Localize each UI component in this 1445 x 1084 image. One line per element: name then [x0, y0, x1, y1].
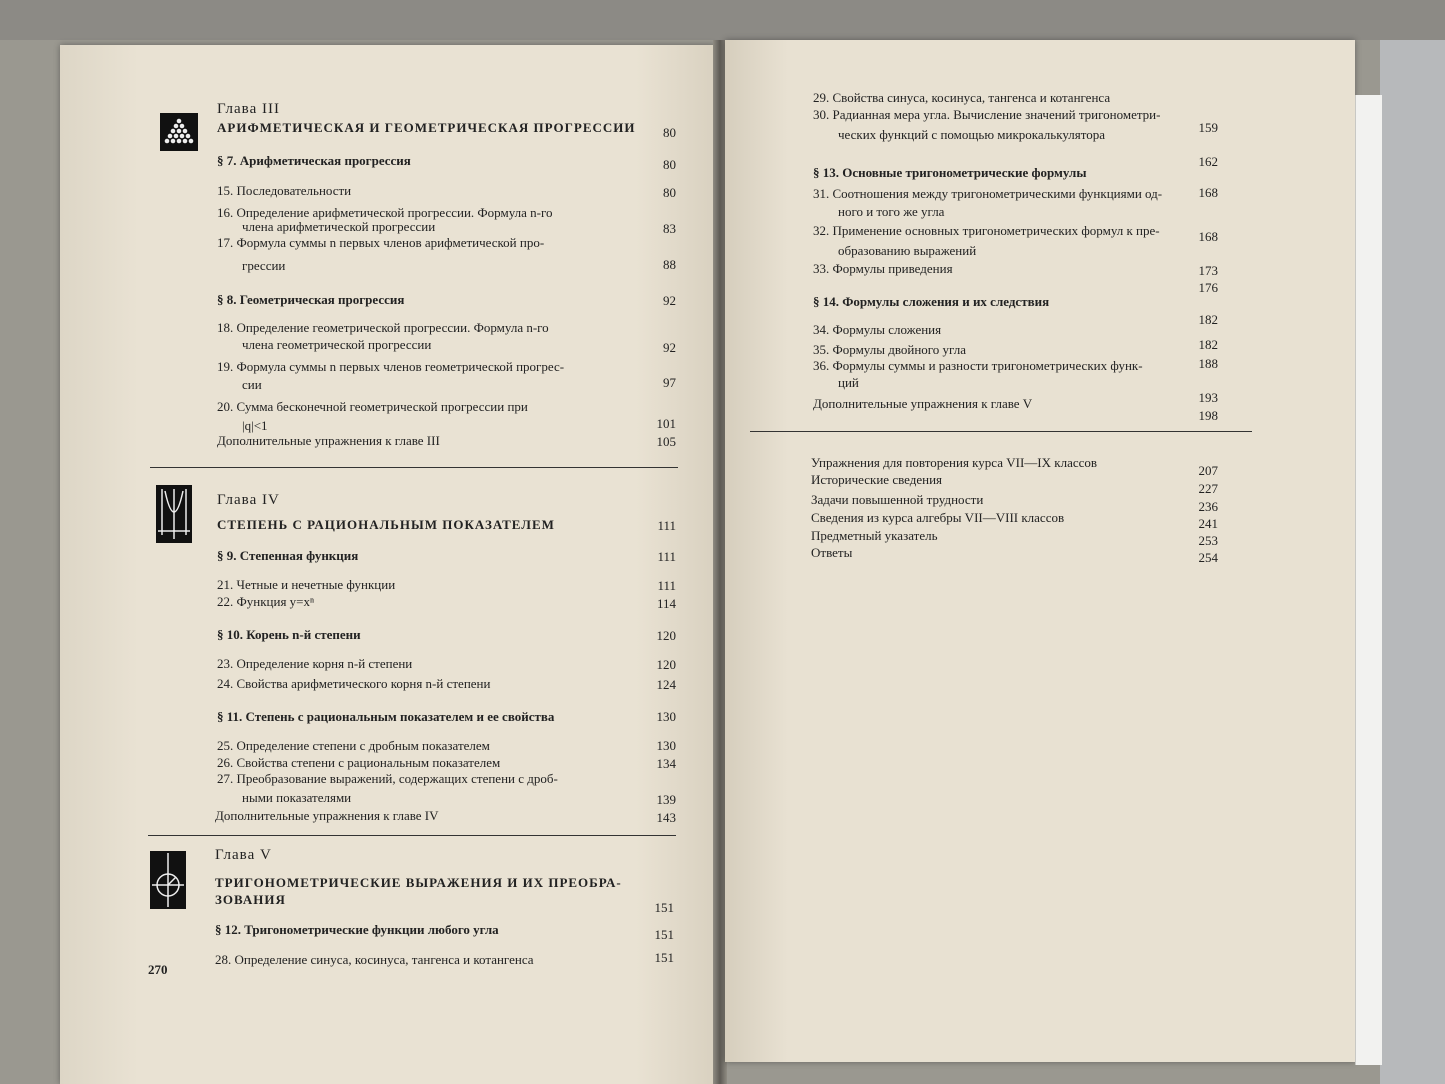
- s10-page: 120: [656, 628, 676, 643]
- back-item-5: Предметный указатель: [811, 528, 938, 543]
- chapter4-extra-page: 143: [656, 810, 676, 825]
- entry-23: 23. Определение корня n-й степени: [217, 656, 413, 671]
- chapter5-extra: Дополнительные упражнения к главе V: [813, 396, 1033, 411]
- entry-21-page: 111: [657, 578, 676, 593]
- s9-title: § 9. Степенная функция: [217, 548, 359, 563]
- s11-title: § 11. Степень с рациональным показателем и ее свойства: [217, 709, 555, 724]
- entry-22-page: 114: [656, 596, 676, 611]
- s11-page: 130: [656, 709, 676, 724]
- unit-circle-icon: [150, 851, 186, 909]
- chapter4-page: 111: [657, 518, 676, 533]
- chapter5-extra-page: 198: [1198, 408, 1218, 423]
- back-item-3-page: 236: [1198, 499, 1218, 514]
- s9-page: 111: [657, 549, 676, 564]
- back-item-6: Ответы: [811, 545, 853, 560]
- entry-16-page: 83: [663, 221, 676, 236]
- entry-17b: грессии: [242, 258, 286, 273]
- entry-26: 26. Свойства степени с рациональным показателем: [217, 755, 501, 770]
- s12-title: § 12. Тригонометрические функции любого угла: [215, 922, 499, 937]
- entry-22: 22. Функция y=xⁿ: [217, 594, 315, 609]
- chapter3-page: 80: [663, 125, 676, 140]
- entry-30-page: 162: [1198, 154, 1218, 169]
- entry-21: 21. Четные и нечетные функции: [217, 577, 396, 592]
- s7-title: § 7. Арифметическая прогрессия: [217, 153, 411, 168]
- back-item-3: Задачи повышенной трудности: [811, 492, 984, 507]
- chapter5-title-b: ЗОВАНИЯ: [215, 892, 286, 907]
- chapter5-title-a: ТРИГОНОМЕТРИЧЕСКИЕ ВЫРАЖЕНИЯ И ИХ ПРЕОБРА-: [215, 875, 622, 890]
- entry-20-page: 101: [656, 416, 676, 431]
- page-stack-edge: [1355, 95, 1382, 1065]
- right-page: [725, 40, 1355, 1062]
- entry-24-page: 124: [656, 677, 676, 692]
- entry-29: 29. Свойства синуса, косинуса, тангенса и котангенса: [813, 90, 1111, 105]
- entry-20b: |q|<1: [242, 418, 268, 433]
- entry-33-page: 176: [1198, 280, 1218, 295]
- left-page: [60, 45, 715, 1084]
- entry-30b: ческих функций с помощью микрокалькулятора: [838, 127, 1106, 142]
- entry-30a: 30. Радианная мера угла. Вычисление значений тригонометри-: [813, 107, 1161, 122]
- back-item-2: Исторические сведения: [811, 472, 943, 487]
- s14-page: 182: [1198, 312, 1218, 327]
- entry-25-page: 130: [656, 738, 676, 753]
- entry-25: 25. Определение степени с дробным показателем: [217, 738, 490, 753]
- back-item-1: Упражнения для повторения курса VII—IX классов: [811, 455, 1098, 470]
- entry-34: 34. Формулы сложения: [813, 322, 942, 337]
- entry-27b: ными показателями: [242, 790, 352, 805]
- entry-34-page: 182: [1198, 337, 1218, 352]
- entry-18-page: 92: [663, 340, 676, 355]
- entry-28: 28. Определение синуса, косинуса, тангенса и котангенса: [215, 952, 534, 967]
- background-top: [0, 0, 1445, 40]
- entry-27-page: 139: [656, 792, 676, 807]
- entry-32a: 32. Применение основных тригонометрических формул к пре-: [813, 223, 1160, 238]
- back-item-6-page: 254: [1198, 550, 1218, 565]
- entry-27a: 27. Преобразование выражений, содержащих степени с дроб-: [217, 771, 558, 786]
- entry-16a: 16. Определение арифметической прогрессии. Формула n-го: [217, 205, 553, 220]
- page-number: 270: [148, 962, 168, 977]
- back-item-2-page: 227: [1198, 481, 1218, 496]
- entry-31-page: 168: [1198, 229, 1218, 244]
- entry-18b: члена геометрической прогрессии: [242, 337, 432, 352]
- divider-1: [150, 467, 678, 468]
- divider-2: [148, 835, 676, 836]
- s13-title: § 13. Основные тригонометрические формулы: [813, 165, 1087, 180]
- entry-35-page: 188: [1198, 356, 1218, 371]
- entry-19b: сии: [242, 377, 262, 392]
- entry-36b: ций: [838, 375, 859, 390]
- chapter5-page: 151: [654, 900, 674, 915]
- entry-15-page: 80: [663, 185, 676, 200]
- chapter4-title: СТЕПЕНЬ С РАЦИОНАЛЬНЫМ ПОКАЗАТЕЛЕМ: [217, 517, 555, 532]
- s14-title: § 14. Формулы сложения и их следствия: [813, 294, 1050, 309]
- entry-17-page: 88: [663, 257, 676, 272]
- entry-31b: ного и того же угла: [838, 204, 945, 219]
- entry-32b: образованию выражений: [838, 243, 977, 258]
- entry-36a: 36. Формулы суммы и разности тригонометрических функ-: [813, 358, 1143, 373]
- divider-3: [750, 431, 1252, 432]
- entry-32-page: 173: [1198, 263, 1218, 278]
- entry-15: 15. Последовательности: [217, 183, 352, 198]
- entry-19a: 19. Формула суммы n первых членов геометрической прогрес-: [217, 359, 565, 374]
- s7-page: 80: [663, 157, 676, 172]
- entry-20a: 20. Сумма бесконечной геометрической прогрессии при: [217, 399, 528, 414]
- entry-36-page: 193: [1198, 390, 1218, 405]
- entry-24: 24. Свойства арифметического корня n-й степени: [217, 676, 491, 691]
- pyramid-balls-icon: [160, 113, 198, 151]
- s13-page: 168: [1198, 185, 1218, 200]
- chapter5-label: Глава V: [215, 847, 272, 863]
- entry-17a: 17. Формула суммы n первых членов арифметической про-: [217, 235, 545, 250]
- s12-page: 151: [654, 927, 674, 942]
- chapter3-extra-page: 105: [656, 434, 676, 449]
- back-item-1-page: 207: [1198, 463, 1218, 478]
- chapter3-title: АРИФМЕТИЧЕСКАЯ И ГЕОМЕТРИЧЕСКАЯ ПРОГРЕССИИ: [217, 120, 636, 135]
- s8-page: 92: [663, 293, 676, 308]
- background-right: [1380, 40, 1445, 1084]
- chapter4-extra: Дополнительные упражнения к главе IV: [215, 808, 439, 823]
- entry-28-page: 151: [654, 950, 674, 965]
- entry-33: 33. Формулы приведения: [813, 261, 953, 276]
- back-item-4-page: 241: [1198, 516, 1218, 531]
- entry-31a: 31. Соотношения между тригонометрическими функциями од-: [813, 186, 1163, 201]
- entry-35: 35. Формулы двойного угла: [813, 342, 966, 357]
- entry-18a: 18. Определение геометрической прогрессии. Формула n-го: [217, 320, 549, 335]
- back-item-5-page: 253: [1198, 533, 1218, 548]
- chapter3-label: Глава III: [217, 101, 280, 117]
- chapter3-extra: Дополнительные упражнения к главе III: [217, 433, 440, 448]
- entry-23-page: 120: [656, 657, 676, 672]
- entry-16b: члена арифметической прогрессии: [242, 219, 436, 234]
- s10-title: § 10. Корень n-й степени: [217, 627, 361, 642]
- entry-19-page: 97: [663, 375, 676, 390]
- entry-29-page: 159: [1198, 120, 1218, 135]
- entry-26-page: 134: [656, 756, 676, 771]
- s8-title: § 8. Геометрическая прогрессия: [217, 292, 405, 307]
- back-item-4: Сведения из курса алгебры VII—VIII классов: [811, 510, 1065, 525]
- chapter4-label: Глава IV: [217, 492, 280, 508]
- function-graph-icon: [156, 485, 192, 543]
